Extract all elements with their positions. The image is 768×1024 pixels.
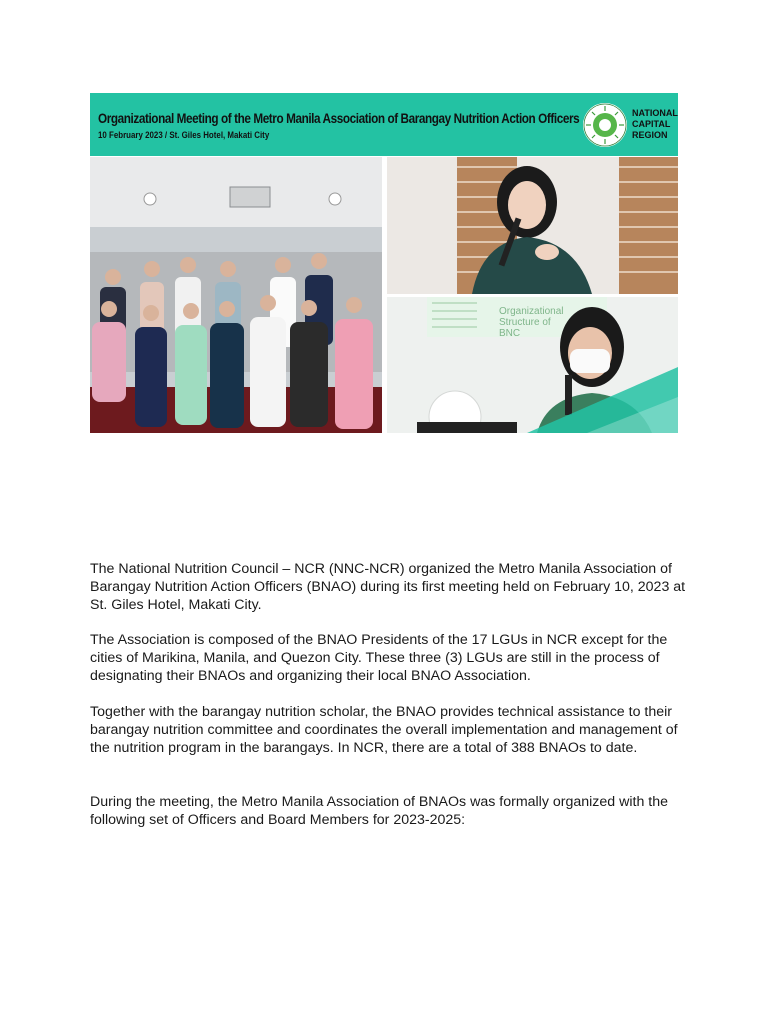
body-paragraph: During the meeting, the Metro Manila Association of BNAOs was formally organized with the following set of Officers and Board Members for 2023-2025: bbox=[90, 794, 669, 828]
group-photo bbox=[90, 157, 382, 433]
speaker-photo bbox=[387, 157, 678, 294]
banner-title: Organizational Meeting of the Metro Manila Association of Barangay Nutrition Action Officers bbox=[98, 110, 580, 126]
banner-subtitle: 10 February 2023 / St. Giles Hotel, Makati City bbox=[98, 130, 270, 140]
slide-line: Structure of bbox=[499, 317, 551, 328]
body-paragraph: The Association is composed of the BNAO Presidents of the 17 LGUs in NCR except for the cities of Marikina, Manila, and Quezon City. These three (3) LGUs are still in the process of designating their BNAOs and organizing their local BNAO Association. bbox=[90, 632, 668, 684]
presenter-photo bbox=[387, 297, 678, 433]
slide-line: Organizational bbox=[499, 306, 564, 317]
body-paragraph: The National Nutrition Council – NCR (NNC-NCR) organized the Metro Manila Association of Barangay Nutrition Action Officers (BNAO) during its first meeting held on February 10, 2023 at St. Giles Hotel, Makati City. bbox=[90, 561, 686, 613]
banner-header bbox=[90, 93, 678, 156]
nnc-logo bbox=[582, 102, 628, 148]
region-line: CAPITAL bbox=[632, 119, 671, 129]
region-line: NATIONAL bbox=[632, 108, 678, 118]
region-line: REGION bbox=[632, 130, 668, 140]
slide-line: BNC bbox=[499, 328, 521, 339]
meeting-banner bbox=[90, 93, 678, 433]
region-label bbox=[632, 108, 678, 141]
body-paragraph: Together with the barangay nutrition scholar, the BNAO provides technical assistance to their barangay nutrition committee and coordinates the overall implementation and management of the nutrition program in the barangays. In NCR, there are a total of 388 BNAOs to date. bbox=[90, 704, 678, 756]
